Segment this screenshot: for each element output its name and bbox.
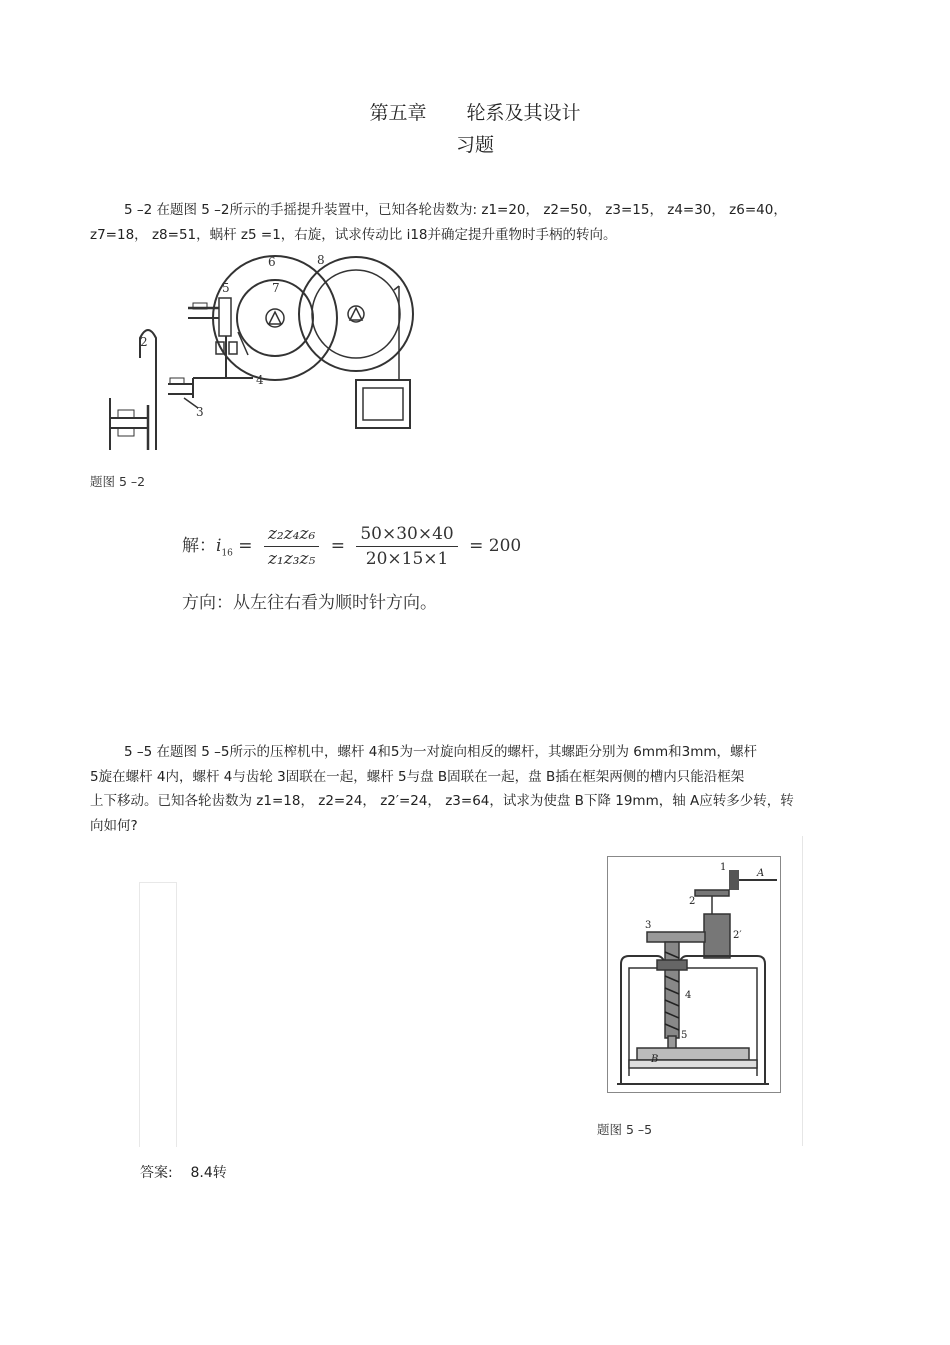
- result: = 200: [469, 536, 522, 556]
- problem-5-2-line1: 5 –2 在题图 5 –2所示的手摇提升装置中，已知各轮齿数为: z1=20， z2=50， z3=15， z4=30， z6=40，: [124, 202, 787, 218]
- fig52-label-6: 6: [268, 255, 276, 269]
- fig52-label-4: 4: [256, 373, 264, 387]
- fraction-teeth-denominator: z₁z₃z₅: [267, 549, 316, 569]
- chapter-number: 第五章: [369, 102, 427, 124]
- gear-3: [647, 932, 705, 942]
- figure-5-5: [607, 856, 781, 1094]
- solution-direction: 方向：从左往右看为顺时针方向。: [182, 593, 437, 613]
- figure-5-2: [88, 250, 418, 460]
- chapter-title: [0, 98, 950, 125]
- fig52-label-5: 5: [222, 281, 230, 295]
- problem-5-5-line2: 5旋在螺杆 4内，螺杆 4与齿轮 3固联在一起，螺杆 5与盘 B固联在一起，盘 B插在框架两侧的槽内只能沿框架: [90, 768, 745, 785]
- solution-prefix: 解：: [182, 536, 216, 556]
- fig55-label-B: B: [651, 1054, 659, 1065]
- ratio-subscript: 16: [221, 548, 233, 559]
- problem-5-2-line2: z7=18， z8=51，蜗杆 z5 =1，右旋，试求传动比 i18并确定提升重物时手柄的转向。: [90, 226, 617, 243]
- equals-1: =: [238, 536, 253, 556]
- fig52-label-8: 8: [317, 253, 325, 267]
- equals-2: =: [330, 536, 345, 556]
- fig55-label-1: 1: [720, 862, 727, 873]
- fraction-values-denominator: 20×15×1: [365, 549, 449, 569]
- fraction-values: [356, 524, 457, 569]
- figure-5-2-caption: 题图 5 –2: [90, 474, 146, 489]
- fig55-label-2prime: 2′: [733, 930, 742, 941]
- fraction-values-numerator: 50×30×40: [356, 524, 457, 547]
- fig55-label-3: 3: [645, 920, 652, 931]
- problem-5-5-line1: 5 –5 在题图 5 –5所示的压榨机中，螺杆 4和5为一对旋向相反的螺杆，其螺距分别为 6mm和3mm，螺杆: [124, 744, 758, 760]
- exercise-subtitle: 习题: [455, 134, 494, 156]
- fig52-label-7: 7: [272, 281, 280, 295]
- problem-5-5-line4: 向如何?: [90, 817, 138, 834]
- frame-divider: [802, 836, 803, 1146]
- fig52-label-3: 3: [196, 405, 204, 419]
- fig55-label-2: 2: [689, 896, 696, 907]
- answer-text: 答案: 8.4转: [140, 1165, 227, 1181]
- fig55-label-4: 4: [685, 990, 692, 1001]
- fig55-label-5: 5: [681, 1030, 688, 1041]
- fig52-label-2: 2: [140, 335, 148, 349]
- problem-5-5-line3: 上下移动。已知各轮齿数为 z1=18， z2=24， z2′=24， z3=64，试求为使盘 B下降 19mm，轴 A应转多少转，转: [90, 793, 794, 809]
- fraction-teeth: [264, 524, 319, 569]
- blank-frame: [139, 882, 177, 1147]
- problem-5-5-text: [90, 740, 850, 838]
- gear-2-prime: [704, 914, 730, 958]
- figure-5-5-caption: 题图 5 –5: [597, 1122, 653, 1137]
- chapter-name: 轮系及其设计: [466, 102, 581, 124]
- solution-formula: [182, 522, 521, 570]
- gear-8: [299, 257, 413, 371]
- worm-5: [219, 298, 231, 336]
- ratio-symbol: i: [216, 536, 222, 556]
- problem-5-2-text: [90, 198, 850, 247]
- fraction-teeth-numerator: z₂z₄z₆: [264, 524, 319, 547]
- weight-box: [356, 380, 410, 428]
- fig55-label-A: A: [757, 868, 765, 879]
